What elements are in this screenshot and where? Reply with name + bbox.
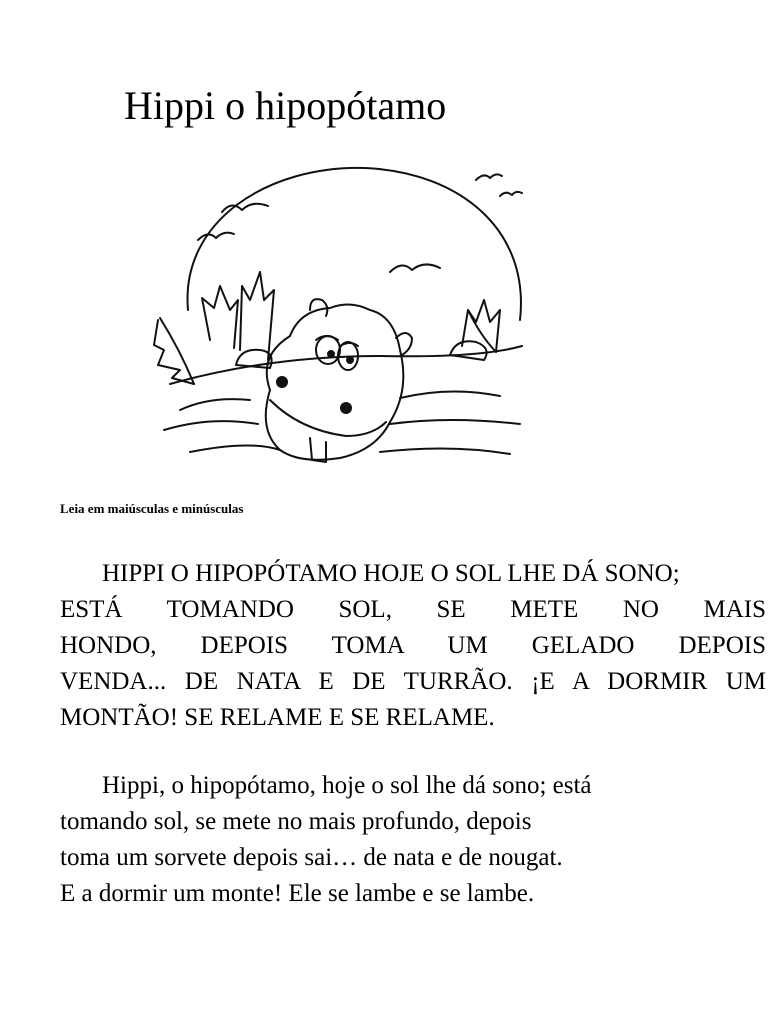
page-title: Hippi o hipopótamo: [124, 83, 447, 128]
uppercase-paragraph: [60, 556, 766, 736]
uppercase-line-1: HIPPI O HIPOPÓTAMO HOJE O SOL LHE DÁ SONO;: [102, 560, 680, 587]
mixedcase-line-4: E a dormir um monte! Ele se lambe e se lambe.: [60, 880, 535, 907]
uppercase-line-4: VENDA... DE NATA E DE TURRÃO. ¡E A DORMIR UM: [60, 668, 766, 695]
uppercase-line-5: MONTÃO! SE RELAME E SE RELAME.: [60, 704, 495, 731]
mixedcase-line-1: Hippi, o hipopótamo, hoje o sol lhe dá sono; está: [102, 772, 592, 799]
mixedcase-paragraph: [60, 768, 766, 912]
hippo-in-water-icon: [150, 160, 530, 475]
uppercase-line-3: HONDO, DEPOIS TOMA UM GELADO DEPOIS: [60, 632, 766, 659]
mixedcase-line-2: tomando sol, se mete no mais profundo, depois: [60, 808, 532, 835]
instruction-label: Leia em maiúsculas e minúsculas: [60, 501, 244, 516]
uppercase-line-2: ESTÁ TOMANDO SOL, SE METE NO MAIS: [60, 596, 766, 623]
mixedcase-line-3: toma um sorvete depois sai… de nata e de nougat.: [60, 844, 563, 871]
